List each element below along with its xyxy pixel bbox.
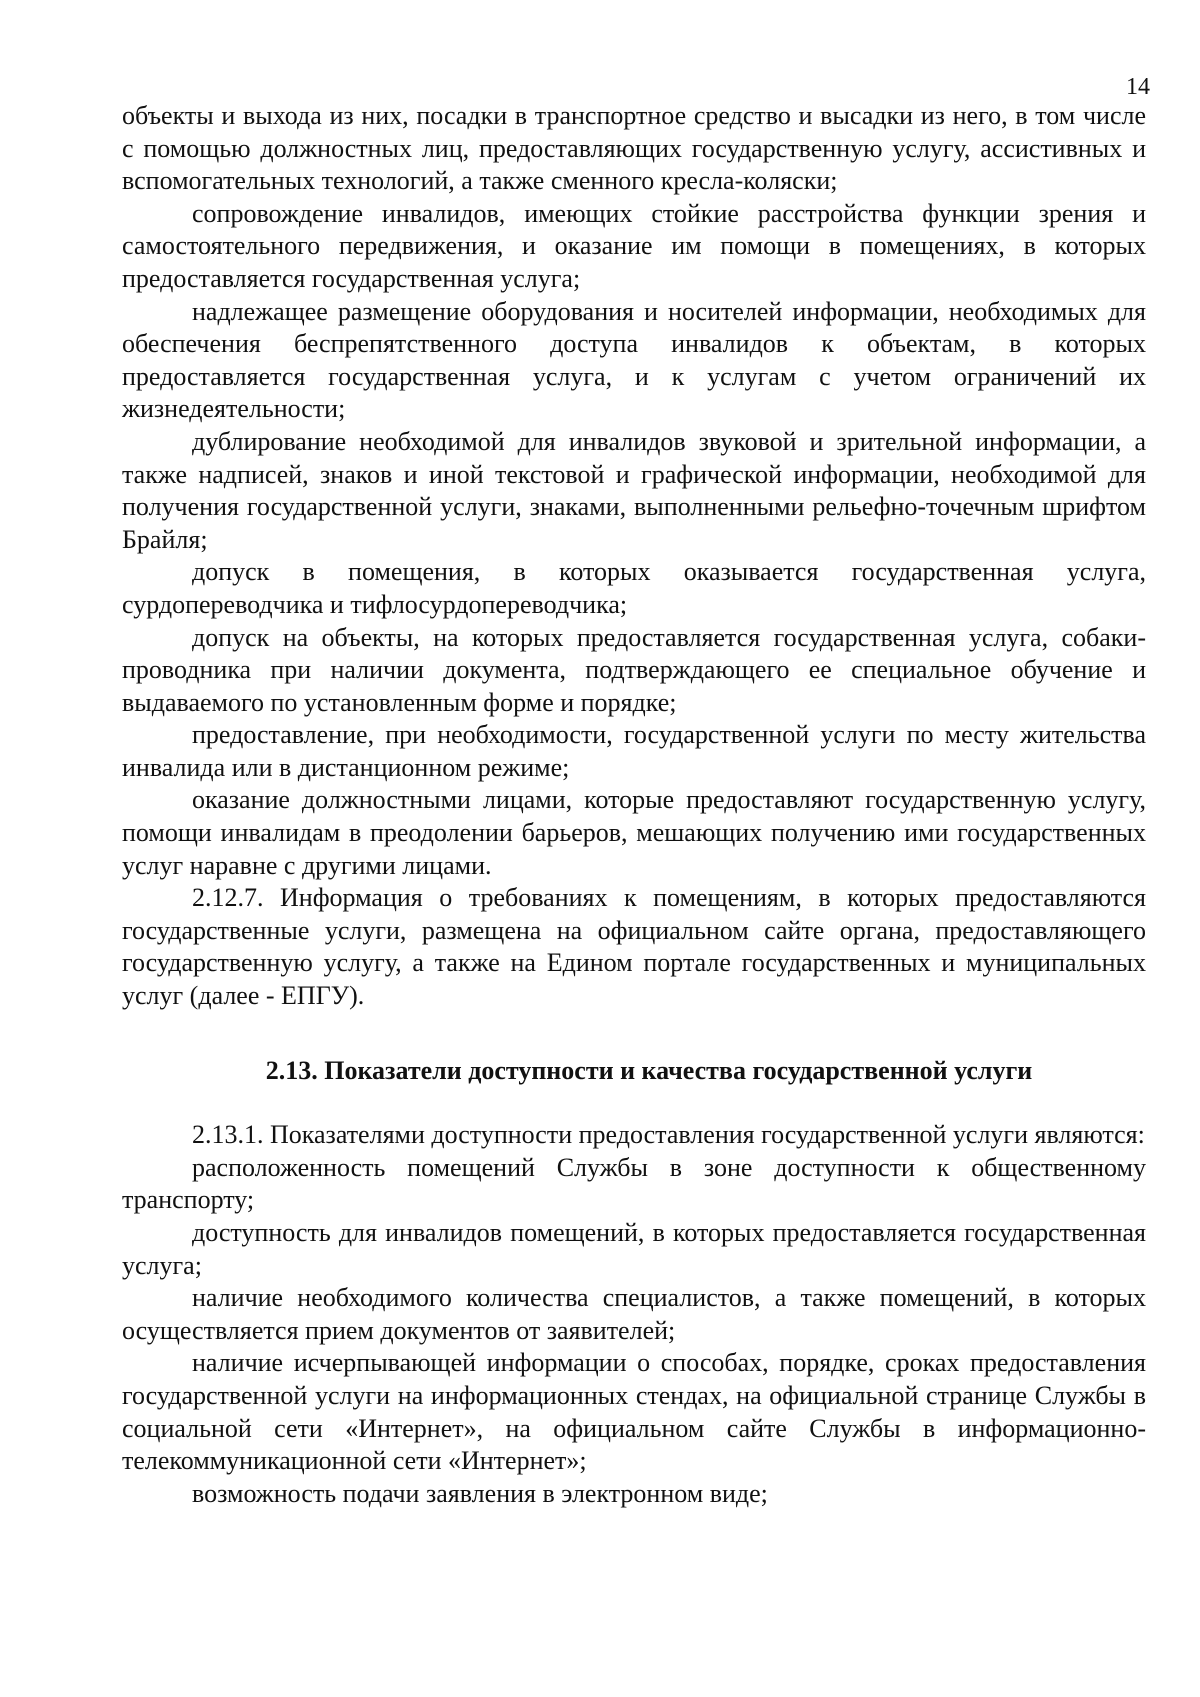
paragraph: расположенность помещений Службы в зоне доступности к общественному транспорту; bbox=[122, 1152, 1146, 1215]
paragraph: допуск в помещения, в которых оказывается государственная услуга, сурдопереводчика и тифлосурдопереводчика; bbox=[122, 557, 1146, 619]
paragraph: допуск на объекты, на которых предоставляется государственная услуга, собаки-проводника при наличии документа, подтверждающего ее специальное обучение и выдаваемого по установленным форме и порядке; bbox=[122, 622, 1146, 717]
paragraph-2-12-7: 2.12.7. Информация о требованиях к помещениям, в которых предоставляются государственные услуги, размещена на официальном сайте органа, предоставляющего государственную услугу, а также на Едином портале государственных и муниципальных услуг (далее - ЕПГУ). bbox=[122, 883, 1146, 1011]
paragraph: наличие необходимого количества специалистов, а также помещений, в которых осуществляется прием документов от заявителей; bbox=[122, 1283, 1146, 1345]
paragraph: доступность для инвалидов помещений, в которых предоставляется государственная услуга; bbox=[122, 1218, 1146, 1280]
paragraph: наличие исчерпывающей информации о способах, порядке, сроках предоставления государственной услуги на информационных стендах, на официальной странице Службы в социальной сети «Интернет», на официальном сайте Службы в информационно-телекоммуникационной сети «Интернет»; bbox=[122, 1348, 1146, 1476]
document-body bbox=[122, 100, 1146, 1510]
paragraph: предоставление, при необходимости, государственной услуги по месту жительства инвалида или в дистанционном режиме; bbox=[122, 720, 1146, 782]
paragraph: оказание должностными лицами, которые предоставляют государственную услугу, помощи инвалидам в преодолении барьеров, мешающих получению ими государственных услуг наравне с другими лицами. bbox=[122, 785, 1146, 880]
section-heading: 2.13. Показатели доступности и качества государственной услуги bbox=[265, 1055, 1033, 1085]
page-number: 14 bbox=[1126, 74, 1150, 100]
paragraph-continuation: объекты и выхода из них, посадки в транспортное средство и высадки из него, в том числе с помощью должностных лиц, предоставляющих государственную услугу, ассистивных и вспомогательных технологий, а также сменного кресла-коляски; bbox=[122, 101, 1146, 196]
paragraph-2-13-1: 2.13.1. Показателями доступности предоставления государственной услуги являются: bbox=[192, 1120, 1145, 1150]
paragraph: дублирование необходимой для инвалидов звуковой и зрительной информации, а также надписей, знаков и иной текстовой и графической информации, необходимой для получения государственной услуги, знаками, выполненными рельефно-точечным шрифтом Брайля; bbox=[122, 426, 1146, 554]
paragraph: возможность подачи заявления в электронном виде; bbox=[192, 1478, 768, 1508]
paragraph: надлежащее размещение оборудования и носителей информации, необходимых для обеспечения беспрепятственного доступа инвалидов к объектам, в которых предоставляется государственная услуга, и к услугам с учетом ограничений их жизнедеятельности; bbox=[122, 296, 1146, 424]
paragraph: сопровождение инвалидов, имеющих стойкие расстройства функции зрения и самостоятельного передвижения, и оказание им помощи в помещениях, в которых предоставляется государственная услуга; bbox=[122, 198, 1146, 293]
